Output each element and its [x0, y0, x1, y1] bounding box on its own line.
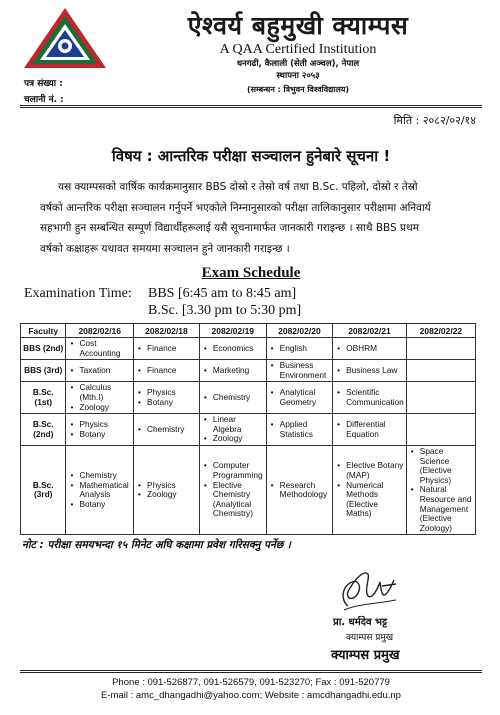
- subject-item: • Zoology: [202, 434, 264, 444]
- subject-item: • Applied Statistics: [269, 420, 330, 439]
- subject-item: • Computer Programming: [202, 461, 264, 480]
- subject-item: • Physics: [68, 420, 131, 430]
- subject-item: • Physics: [136, 481, 197, 491]
- footer-divider-2: [20, 672, 482, 673]
- subject-list: [202, 366, 264, 376]
- table-row: [21, 338, 476, 360]
- subject-cell: [66, 382, 134, 414]
- subject-item: • Physics: [136, 388, 197, 398]
- subject-item: • Finance: [136, 344, 197, 354]
- subject-cell: [134, 338, 200, 360]
- subject-list: [269, 344, 330, 354]
- faculty-cell: BBS (2nd): [21, 338, 66, 360]
- subject-cell: [66, 445, 134, 534]
- table-row: [21, 360, 476, 382]
- college-address: धनगढी, कैलाली (सेती अञ्चल), नेपाल: [236, 59, 360, 69]
- subject-item: • Chemistry: [202, 393, 264, 403]
- subject-cell: [266, 445, 332, 534]
- body-line: वर्षको कक्षाहरू यथावत समयमा सञ्चालन हुने जानकारी गराइन्छ ।: [40, 242, 290, 255]
- subject-cell: [406, 360, 475, 382]
- subject-list: [68, 471, 131, 509]
- subject-list: [269, 481, 330, 500]
- subject-item: • Botany: [136, 398, 197, 408]
- subject-item: • Research Methodology: [269, 481, 330, 500]
- subject-cell: [406, 382, 475, 414]
- faculty-cell: BBS (3rd): [21, 360, 66, 382]
- subject-list: [68, 420, 131, 439]
- body-line: सहभागी हुन सम्बन्धित सम्पूर्ण विद्यार्थीहरूलाई यसै सूचनामार्फत जानकारी गराइन्छ । साथै BBS प्रथम: [40, 222, 420, 234]
- exam-note: नोट : परीक्षा समयभन्दा १५ मिनेट अघि कक्षामा प्रवेश गरिसक्नु पर्नेछ ।: [22, 539, 291, 551]
- subject-cell: [199, 445, 266, 534]
- office-stamp: क्याम्पस प्रमुख: [331, 648, 400, 663]
- signatory-name: प्रा. धर्मदेव भट्ट: [333, 617, 387, 628]
- column-header: 2082/02/21: [333, 324, 407, 338]
- subject-item: • Chemistry: [68, 471, 131, 481]
- faculty-cell: B.Sc. (2nd): [21, 414, 66, 446]
- subject-item: • Space Science (Elective Physics): [409, 447, 473, 485]
- subject-list: [68, 366, 131, 376]
- subject-item: • Taxation: [68, 366, 131, 376]
- subject-list: [202, 461, 264, 519]
- subject-cell: [333, 445, 407, 534]
- subject-cell: [266, 414, 332, 446]
- subject-item: • Numerical Methods (Elective Maths): [335, 481, 404, 519]
- subject-item: • Cost Accounting: [68, 339, 131, 358]
- subject-list: [335, 388, 404, 407]
- subject-item: • Linear Algebra: [202, 415, 264, 434]
- dispatch-number-label: चलानी नं. :: [24, 95, 64, 105]
- schedule-title: Exam Schedule: [201, 265, 301, 281]
- college-name: ऐश्वर्य बहुमुखी क्याम्पस: [187, 11, 409, 40]
- column-header: Faculty: [21, 324, 66, 338]
- table-row: [21, 414, 476, 446]
- college-logo: [22, 6, 108, 70]
- column-header: 2082/02/16: [66, 324, 134, 338]
- notice-date: मिति : २०८२/०२/१४: [393, 114, 476, 127]
- column-header: 2082/02/19: [199, 324, 266, 338]
- subject-cell: [199, 382, 266, 414]
- subject-item: • Elective Chemistry (Analytical Chemistry): [202, 481, 264, 519]
- notice-subject: विषय : आन्तरिक परीक्षा सञ्चालन हुनेबारे सूचना !: [111, 147, 391, 165]
- signatory-role: क्याम्पस प्रमुख: [346, 633, 394, 643]
- subject-list: [335, 344, 404, 354]
- subject-list: [136, 425, 197, 435]
- subject-list: [202, 415, 264, 444]
- faculty-cell: B.Sc. (1st): [21, 382, 66, 414]
- subject-item: • Chemistry: [136, 425, 197, 435]
- subject-item: • Zoology: [136, 490, 197, 500]
- subject-list: [269, 388, 330, 407]
- accreditation: A QAA Certified Institution: [219, 42, 377, 57]
- establishment-year: स्थापना २०५३: [276, 71, 320, 81]
- body-line: वर्षको आन्तरिक परीक्षा सञ्चालन गर्नुपर्ने भएकोले निम्नानुसारको परीक्षा तालिकानुसार परीक्षामा अनिवार्य: [40, 201, 431, 214]
- subject-cell: [199, 414, 266, 446]
- subject-item: • OBHRM: [335, 344, 404, 354]
- subject-cell: [406, 338, 475, 360]
- subject-list: [335, 366, 404, 376]
- contact-info: Phone : 091-526877, 091-526579, 091-523270; Fax : 091-520779: [112, 677, 390, 688]
- subject-item: • Business Law: [335, 366, 404, 376]
- table-row: [21, 382, 476, 414]
- subject-item: • Elective Botany (MAP): [335, 461, 404, 480]
- subject-list: [335, 461, 404, 519]
- subject-item: • Botany: [68, 500, 131, 510]
- subject-cell: [66, 360, 134, 382]
- subject-list: [202, 393, 264, 403]
- subject-cell: [134, 382, 200, 414]
- subject-item: • Zoology: [68, 403, 131, 413]
- subject-list: [136, 481, 197, 500]
- web-info: E-mail : amc_dhangadhi@yahoo.com; Website : amcdhangadhi.edu.np: [101, 690, 401, 701]
- affiliation: (सम्बन्धन : त्रिभुवन विश्वविद्यालय): [246, 85, 350, 94]
- column-header: 2082/02/20: [266, 324, 332, 338]
- table-header-row: [21, 324, 476, 338]
- subject-cell: [134, 360, 200, 382]
- faculty-cell: B.Sc. (3rd): [21, 445, 66, 534]
- subject-cell: [333, 338, 407, 360]
- subject-list: [136, 388, 197, 407]
- subject-item: • Natural Resource and Management (Elective Zoology): [409, 485, 473, 533]
- subject-item: • Botany: [68, 430, 131, 440]
- column-header: 2082/02/18: [134, 324, 200, 338]
- subject-cell: [199, 360, 266, 382]
- subject-cell: [406, 445, 475, 534]
- table-row: [21, 445, 476, 534]
- subject-item: • Mathematical Analysis: [68, 481, 131, 500]
- subject-item: • Analytical Geometry: [269, 388, 330, 407]
- exam-schedule-table: [20, 323, 476, 535]
- ref-number-label: पत्र संख्या :: [24, 79, 63, 89]
- subject-cell: [266, 382, 332, 414]
- subject-list: [68, 383, 131, 412]
- subject-list: [68, 339, 131, 358]
- subject-item: • English: [269, 344, 330, 354]
- subject-item: • Calculus (Mth.I): [68, 383, 131, 402]
- subject-item: • Business Environment: [269, 361, 330, 380]
- subject-cell: [406, 414, 475, 446]
- notice-body: [40, 177, 480, 259]
- signature: [334, 560, 404, 616]
- header-divider-2: [20, 107, 482, 108]
- exam-time-label: Examination Time:: [24, 286, 132, 301]
- subject-cell: [266, 360, 332, 382]
- subject-list: [269, 361, 330, 380]
- subject-cell: [333, 360, 407, 382]
- subject-item: • Scientific Communication: [335, 388, 404, 407]
- subject-list: [202, 344, 264, 354]
- subject-cell: [333, 382, 407, 414]
- subject-item: • Finance: [136, 366, 197, 376]
- subject-cell: [66, 414, 134, 446]
- bbs-exam-time: BBS [6:45 am to 8:45 am]: [148, 286, 297, 301]
- subject-list: [136, 344, 197, 354]
- subject-cell: [66, 338, 134, 360]
- column-header: 2082/02/22: [406, 324, 475, 338]
- footer-divider: [20, 670, 482, 671]
- subject-cell: [134, 414, 200, 446]
- subject-list: [269, 420, 330, 439]
- subject-item: • Economics: [202, 344, 264, 354]
- body-line: यस क्याम्पसको वार्षिक कार्यक्रमानुसार BBS दोस्रो र तेस्रो वर्ष तथा B.Sc. पहिलो, दोस्रो र तेस्रो: [58, 181, 418, 193]
- subject-list: [409, 447, 473, 533]
- subject-item: • Differential Equation: [335, 420, 404, 439]
- subject-cell: [266, 338, 332, 360]
- header-divider: [20, 105, 482, 106]
- subject-list: [335, 420, 404, 439]
- subject-item: • Marketing: [202, 366, 264, 376]
- subject-cell: [199, 338, 266, 360]
- subject-cell: [134, 445, 200, 534]
- subject-list: [136, 366, 197, 376]
- bsc-exam-time: B.Sc. [3.30 pm to 5:30 pm]: [148, 303, 302, 318]
- subject-cell: [333, 414, 407, 446]
